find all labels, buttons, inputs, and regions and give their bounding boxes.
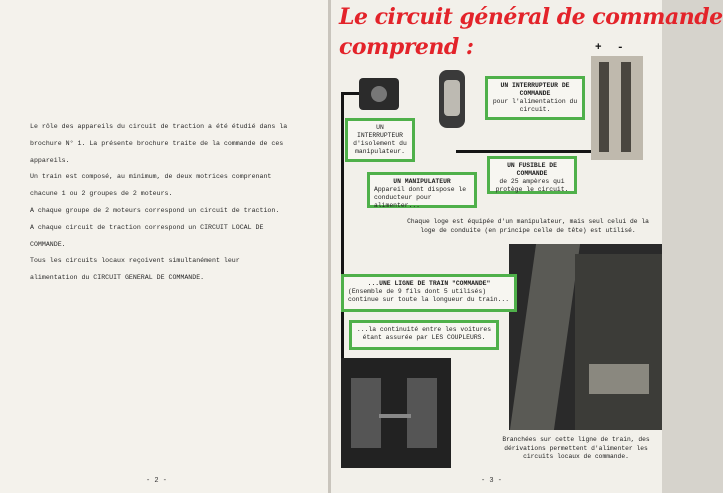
couplers-photo [341,358,451,468]
box-interrupteur-commande [485,76,585,120]
caption-loge: Chaque loge est équipée d'un manipulateur, mais seul celui de la loge de conduite (en principe celle de tête) est utilisé. [407,218,649,234]
box-coupleurs [349,320,499,350]
box-interrupteur-commande-title: UN INTERRUPTEUR DE COMMANDE [500,82,570,97]
box-interrupteur-isolement-text: UN INTERRUPTEUR d'isolement du manipulateur. [353,124,407,155]
polarity-minus: - [617,42,624,54]
interrupteur-isolement-image [359,78,399,110]
headline-line-2: comprend : [339,34,474,60]
box-fusible-title: UN FUSIBLE DE COMMANDE [507,162,557,177]
paragraph-1: Le rôle des appareils du circuit de traction a été étudié dans la brochure N° 1. La présente brochure traite de la commande de ces appareils. [30,123,288,164]
box-coupleurs-text: ...la continuité entre les voitures étant assurée par LES COUPLEURS. [356,326,492,341]
box-ligne-train-title: ...UNE LIGNE DE TRAIN "COMMANDE" [367,280,491,287]
box-ligne-train [341,274,517,312]
manipulateur-image [439,70,465,128]
box-manipulateur-text: Appareil dont dispose le conducteur pour alimenter... [374,186,467,209]
train-photo [509,244,662,430]
paragraph-2: Un train est composé, au minimum, de deux motrices comprenant chacune 1 ou 2 groupes de 2 moteurs. [30,173,272,197]
box-manipulateur [367,172,477,208]
left-page [0,0,328,493]
box-fusible-text: de 25 ampères qui protège le circuit. [495,178,569,193]
paragraph-4: A chaque circuit de traction correspond un CIRCUIT LOCAL DE COMMANDE. [30,224,264,248]
box-interrupteur-commande-text: pour l'alimentation du circuit. [492,98,578,113]
paragraph-5: Tous les circuits locaux reçoivent simultanément leur alimentation du CIRCUIT GENERAL DE COMMANDE. [30,257,240,281]
right-page [331,0,723,493]
box-ligne-train-text: (Ensemble de 9 fils dont 5 utilisés) continue sur toute la longueur du train... [348,288,510,303]
box-manipulateur-title: UN MANIPULATEUR [393,178,451,185]
box-interrupteur-isolement [345,118,415,162]
headline-line-1: Le circuit général de commande [339,4,723,30]
paragraph-3: A chaque groupe de 2 moteurs correspond un circuit de traction. [30,207,280,214]
page-number-right: - 3 - [481,477,503,485]
page-number-left: - 2 - [146,477,168,485]
interrupteur-commande-image [591,56,643,160]
caption-branchees: Branchées sur cette ligne de train, des dérivations permettent d'alimenter les circuits locaux de commande. [502,436,650,460]
box-fusible [487,156,577,194]
polarity-plus: + [595,42,602,54]
